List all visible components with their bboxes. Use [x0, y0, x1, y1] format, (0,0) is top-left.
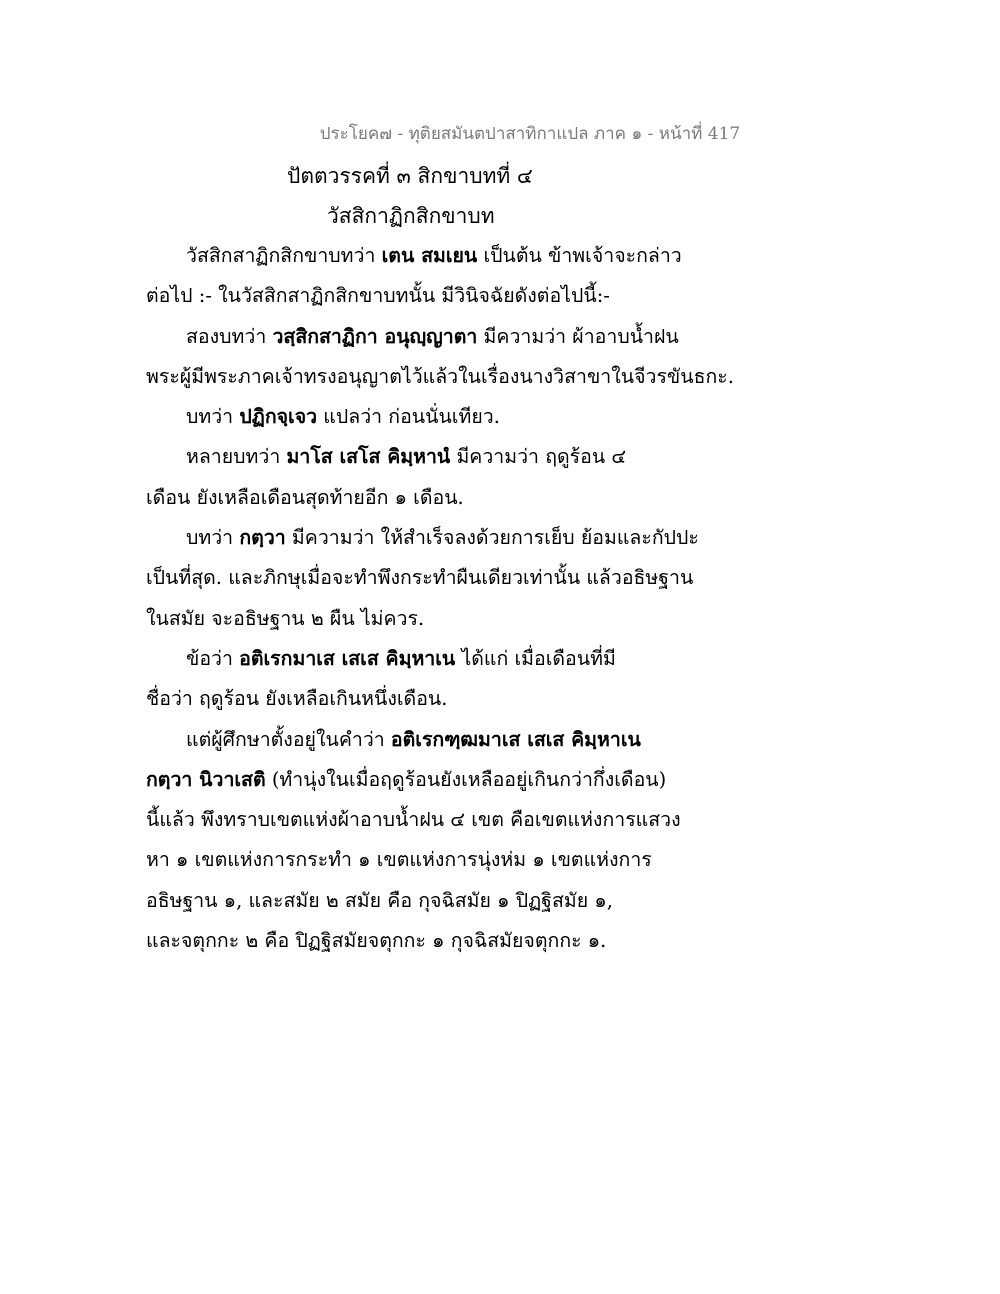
pali-term: มาโส เสโส คิมฺหานํ [286, 445, 451, 469]
text-line: เดือน ยังเหลือเดือนสุดท้ายอีก ๑ เดือน. [146, 485, 464, 509]
text-line [146, 639, 866, 679]
text-line [146, 397, 866, 437]
pali-term: กตฺวา นิวาเสติ [146, 767, 266, 791]
text-span: ได้แก่ เมื่อเดือนที่มี [455, 646, 616, 670]
text-line [146, 760, 866, 800]
running-header: ประโยค๗ - ทุติยสมันตปาสาทิกาแปล ภาค ๑ - หน้าที่ 417 [319, 124, 741, 144]
text-line: ในสมัย จะอธิษฐาน ๒ ผืน ไม่ควร. [146, 606, 425, 630]
text-span: แปลว่า ก่อนนั่นเทียว. [317, 405, 500, 429]
text-span: มีความว่า ฤดูร้อน ๔ [450, 445, 627, 469]
text-line [146, 437, 866, 477]
text-line [146, 518, 866, 558]
text-span: วัสสิกสาฏิกสิกขาบทว่า [186, 244, 382, 267]
text-line: หา ๑ เขตแห่งการกระทำ ๑ เขตแห่งการนุ่งห่ม ๑ เขตแห่งการ [146, 848, 652, 872]
text-line: พระผู้มีพระภาคเจ้าทรงอนุญาตไว้แล้วในเรื่องนางวิสาขาในจีวรขันธกะ. [146, 364, 734, 388]
text-span: มีความว่า ผ้าอาบน้ำฝน [477, 324, 679, 348]
text-line: เป็นที่สุด. และภิกษุเมื่อจะทำพึงกระทำผืนเดียวเท่านั้น แล้วอธิษฐาน [146, 566, 694, 590]
text-span: หลายบทว่า [186, 445, 287, 469]
pali-term: ปฏิกจฺเจว [239, 405, 318, 429]
text-span: ข้อว่า [186, 646, 240, 670]
pali-term: วสฺสิกสาฏิกา อนุญฺญาตา [272, 324, 478, 348]
pali-term: กตฺวา [239, 526, 286, 550]
text-line [146, 236, 866, 276]
text-span: บทว่า [186, 526, 240, 550]
text-span: แต่ผู้ศึกษาตั้งอยู่ในคำว่า [186, 727, 391, 751]
text-line: อธิษฐาน ๑, และสมัย ๒ สมัย คือ กุจฉิสมัย ๑ ปิฏฐิสมัย ๑, [146, 888, 613, 912]
text-line [146, 720, 866, 760]
text-span: เป็นต้น ข้าพเจ้าจะกล่าว [477, 244, 682, 267]
pali-term: อติเรกฑฺฒมาเส เสเส คิมฺหาเน [390, 727, 641, 751]
text-line: นี้แล้ว พึงทราบเขตแห่งผ้าอาบน้ำฝน ๔ เขต คือเขตแห่งการแสวง [146, 808, 681, 832]
rule-title: วัสสิกาฏิกสิกขาบท [327, 204, 495, 228]
pali-term: เตน สมเยน [381, 244, 478, 267]
text-line: ชื่อว่า ฤดูร้อน ยังเหลือเกินหนึ่งเดือน. [146, 687, 448, 711]
body-text [146, 236, 866, 961]
text-line: ต่อไป :- ในวัสสิกสาฏิกสิกขาบทนั้น มีวินิจฉัยดังต่อไปนี้:- [146, 284, 610, 308]
text-span: สองบทว่า [186, 324, 273, 348]
pali-term: อติเรกมาเส เสเส คิมฺหาเน [239, 646, 456, 670]
text-line: และจตุกกะ ๒ คือ ปิฏฐิสมัยจตุกกะ ๑ กุจฉิสมัยจตุกกะ ๑. [146, 929, 607, 953]
text-span: (ทำนุ่งในเมื่อฤดูร้อนยังเหลืออยู่เกินกว่ากึ่งเดือน) [265, 767, 667, 791]
text-span: มีความว่า ให้สำเร็จลงด้วยการเย็บ ย้อมและกัปปะ [285, 526, 699, 550]
chapter-title: ปัตตวรรคที่ ๓ สิกขาบทที่ ๔ [287, 164, 533, 188]
text-line [146, 317, 866, 357]
text-span: บทว่า [186, 405, 240, 429]
